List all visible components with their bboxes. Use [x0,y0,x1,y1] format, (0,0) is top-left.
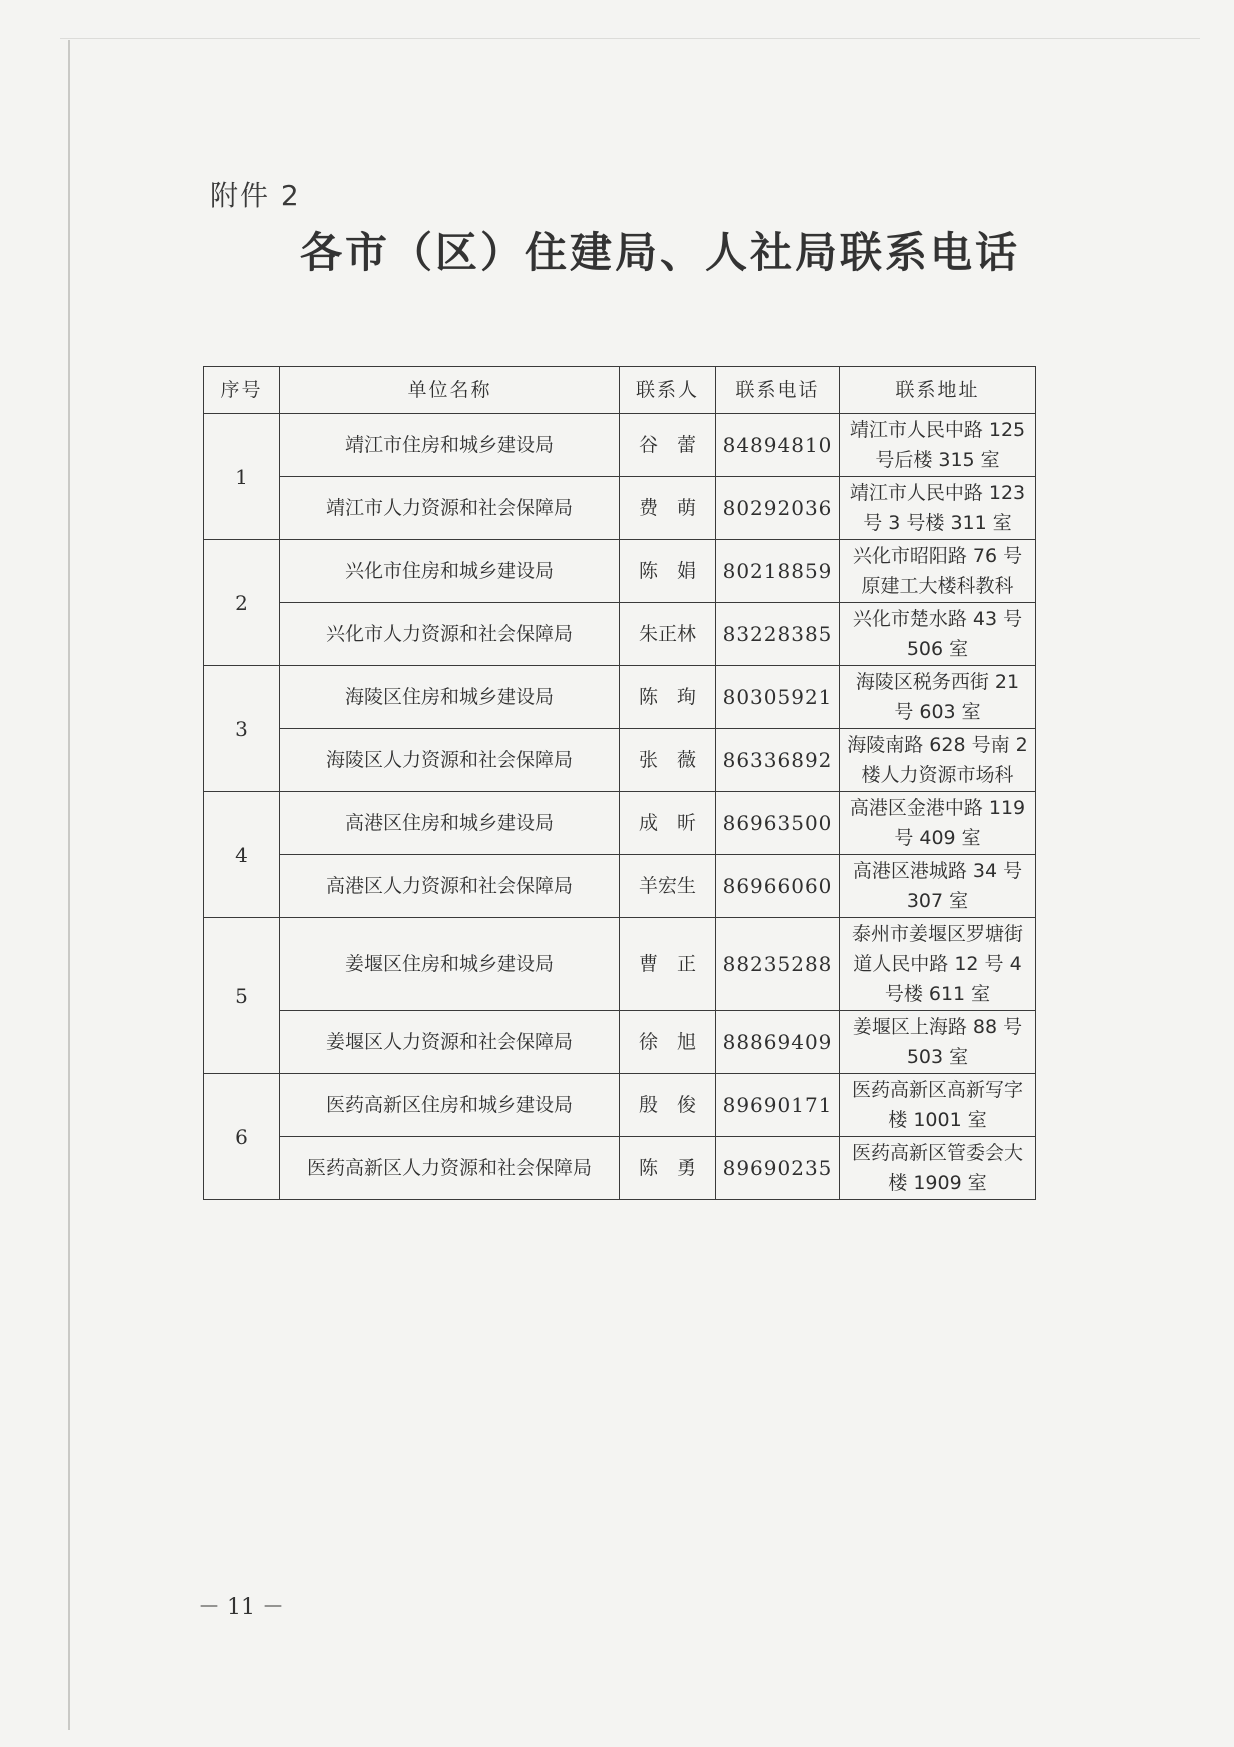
table-row [204,540,1036,603]
group-number: 6 [204,1074,280,1200]
table-row [204,918,1036,1011]
page-number: － 11 － [198,1595,284,1620]
group-number: 5 [204,918,280,1074]
contact-person: 曹 正 [620,918,716,1011]
attachment-label: 附件 2 [210,179,301,212]
contact-phone: 80218859 [716,540,840,603]
contact-address: 海陵区税务西街 21 号 603 室 [840,666,1036,729]
contact-address: 医药高新区高新写字楼 1001 室 [840,1074,1036,1137]
table-row [204,792,1036,855]
unit-name: 医药高新区人力资源和社会保障局 [280,1137,620,1200]
unit-name: 高港区住房和城乡建设局 [280,792,620,855]
table-row [204,1011,1036,1074]
table-row [204,1137,1036,1200]
contact-phone: 80292036 [716,477,840,540]
contact-person: 殷 俊 [620,1074,716,1137]
contact-phone: 84894810 [716,414,840,477]
contact-phone: 89690171 [716,1074,840,1137]
contact-person: 羊宏生 [620,855,716,918]
contact-phone: 83228385 [716,603,840,666]
table-row [204,729,1036,792]
header-person: 联系人 [620,367,716,414]
contact-address: 高港区港城路 34 号 307 室 [840,855,1036,918]
contact-person: 谷 蕾 [620,414,716,477]
contact-person: 费 萌 [620,477,716,540]
table-row [204,855,1036,918]
unit-name: 姜堰区住房和城乡建设局 [280,918,620,1011]
contact-phone: 86966060 [716,855,840,918]
unit-name: 海陵区人力资源和社会保障局 [280,729,620,792]
contact-person: 徐 旭 [620,1011,716,1074]
contacts-table [203,366,1036,1200]
unit-name: 靖江市住房和城乡建设局 [280,414,620,477]
unit-name: 靖江市人力资源和社会保障局 [280,477,620,540]
unit-name: 高港区人力资源和社会保障局 [280,855,620,918]
scan-edge-left [68,40,70,1730]
group-number: 4 [204,792,280,918]
unit-name: 医药高新区住房和城乡建设局 [280,1074,620,1137]
contact-phone: 89690235 [716,1137,840,1200]
contact-phone: 80305921 [716,666,840,729]
contact-person: 陈 勇 [620,1137,716,1200]
header-phone: 联系电话 [716,367,840,414]
contact-person: 张 薇 [620,729,716,792]
contact-address: 泰州市姜堰区罗塘街道人民中路 12 号 4 号楼 611 室 [840,918,1036,1011]
contact-address: 靖江市人民中路 125 号后楼 315 室 [840,414,1036,477]
contact-person: 朱正林 [620,603,716,666]
contact-address: 高港区金港中路 119 号 409 室 [840,792,1036,855]
contact-address: 海陵南路 628 号南 2 楼人力资源市场科 [840,729,1036,792]
contact-person: 陈 珣 [620,666,716,729]
contact-address: 靖江市人民中路 123 号 3 号楼 311 室 [840,477,1036,540]
group-number: 3 [204,666,280,792]
header-unit: 单位名称 [280,367,620,414]
contact-phone: 88869409 [716,1011,840,1074]
header-no: 序号 [204,367,280,414]
page-title: 各市（区）住建局、人社局联系电话 [300,228,1021,277]
contact-address: 姜堰区上海路 88 号 503 室 [840,1011,1036,1074]
contact-address: 兴化市昭阳路 76 号原建工大楼科教科 [840,540,1036,603]
table-row [204,603,1036,666]
group-number: 1 [204,414,280,540]
contact-person: 成 昕 [620,792,716,855]
table-row [204,1074,1036,1137]
table-header-row [204,367,1036,414]
unit-name: 兴化市住房和城乡建设局 [280,540,620,603]
group-number: 2 [204,540,280,666]
contact-address: 医药高新区管委会大楼 1909 室 [840,1137,1036,1200]
table-row [204,414,1036,477]
contact-phone: 86336892 [716,729,840,792]
contact-person: 陈 娟 [620,540,716,603]
contact-address: 兴化市楚水路 43 号 506 室 [840,603,1036,666]
header-address: 联系地址 [840,367,1036,414]
contact-phone: 86963500 [716,792,840,855]
scan-edge-top [60,38,1200,39]
table-row [204,477,1036,540]
unit-name: 海陵区住房和城乡建设局 [280,666,620,729]
unit-name: 姜堰区人力资源和社会保障局 [280,1011,620,1074]
unit-name: 兴化市人力资源和社会保障局 [280,603,620,666]
contact-phone: 88235288 [716,918,840,1011]
table-row [204,666,1036,729]
